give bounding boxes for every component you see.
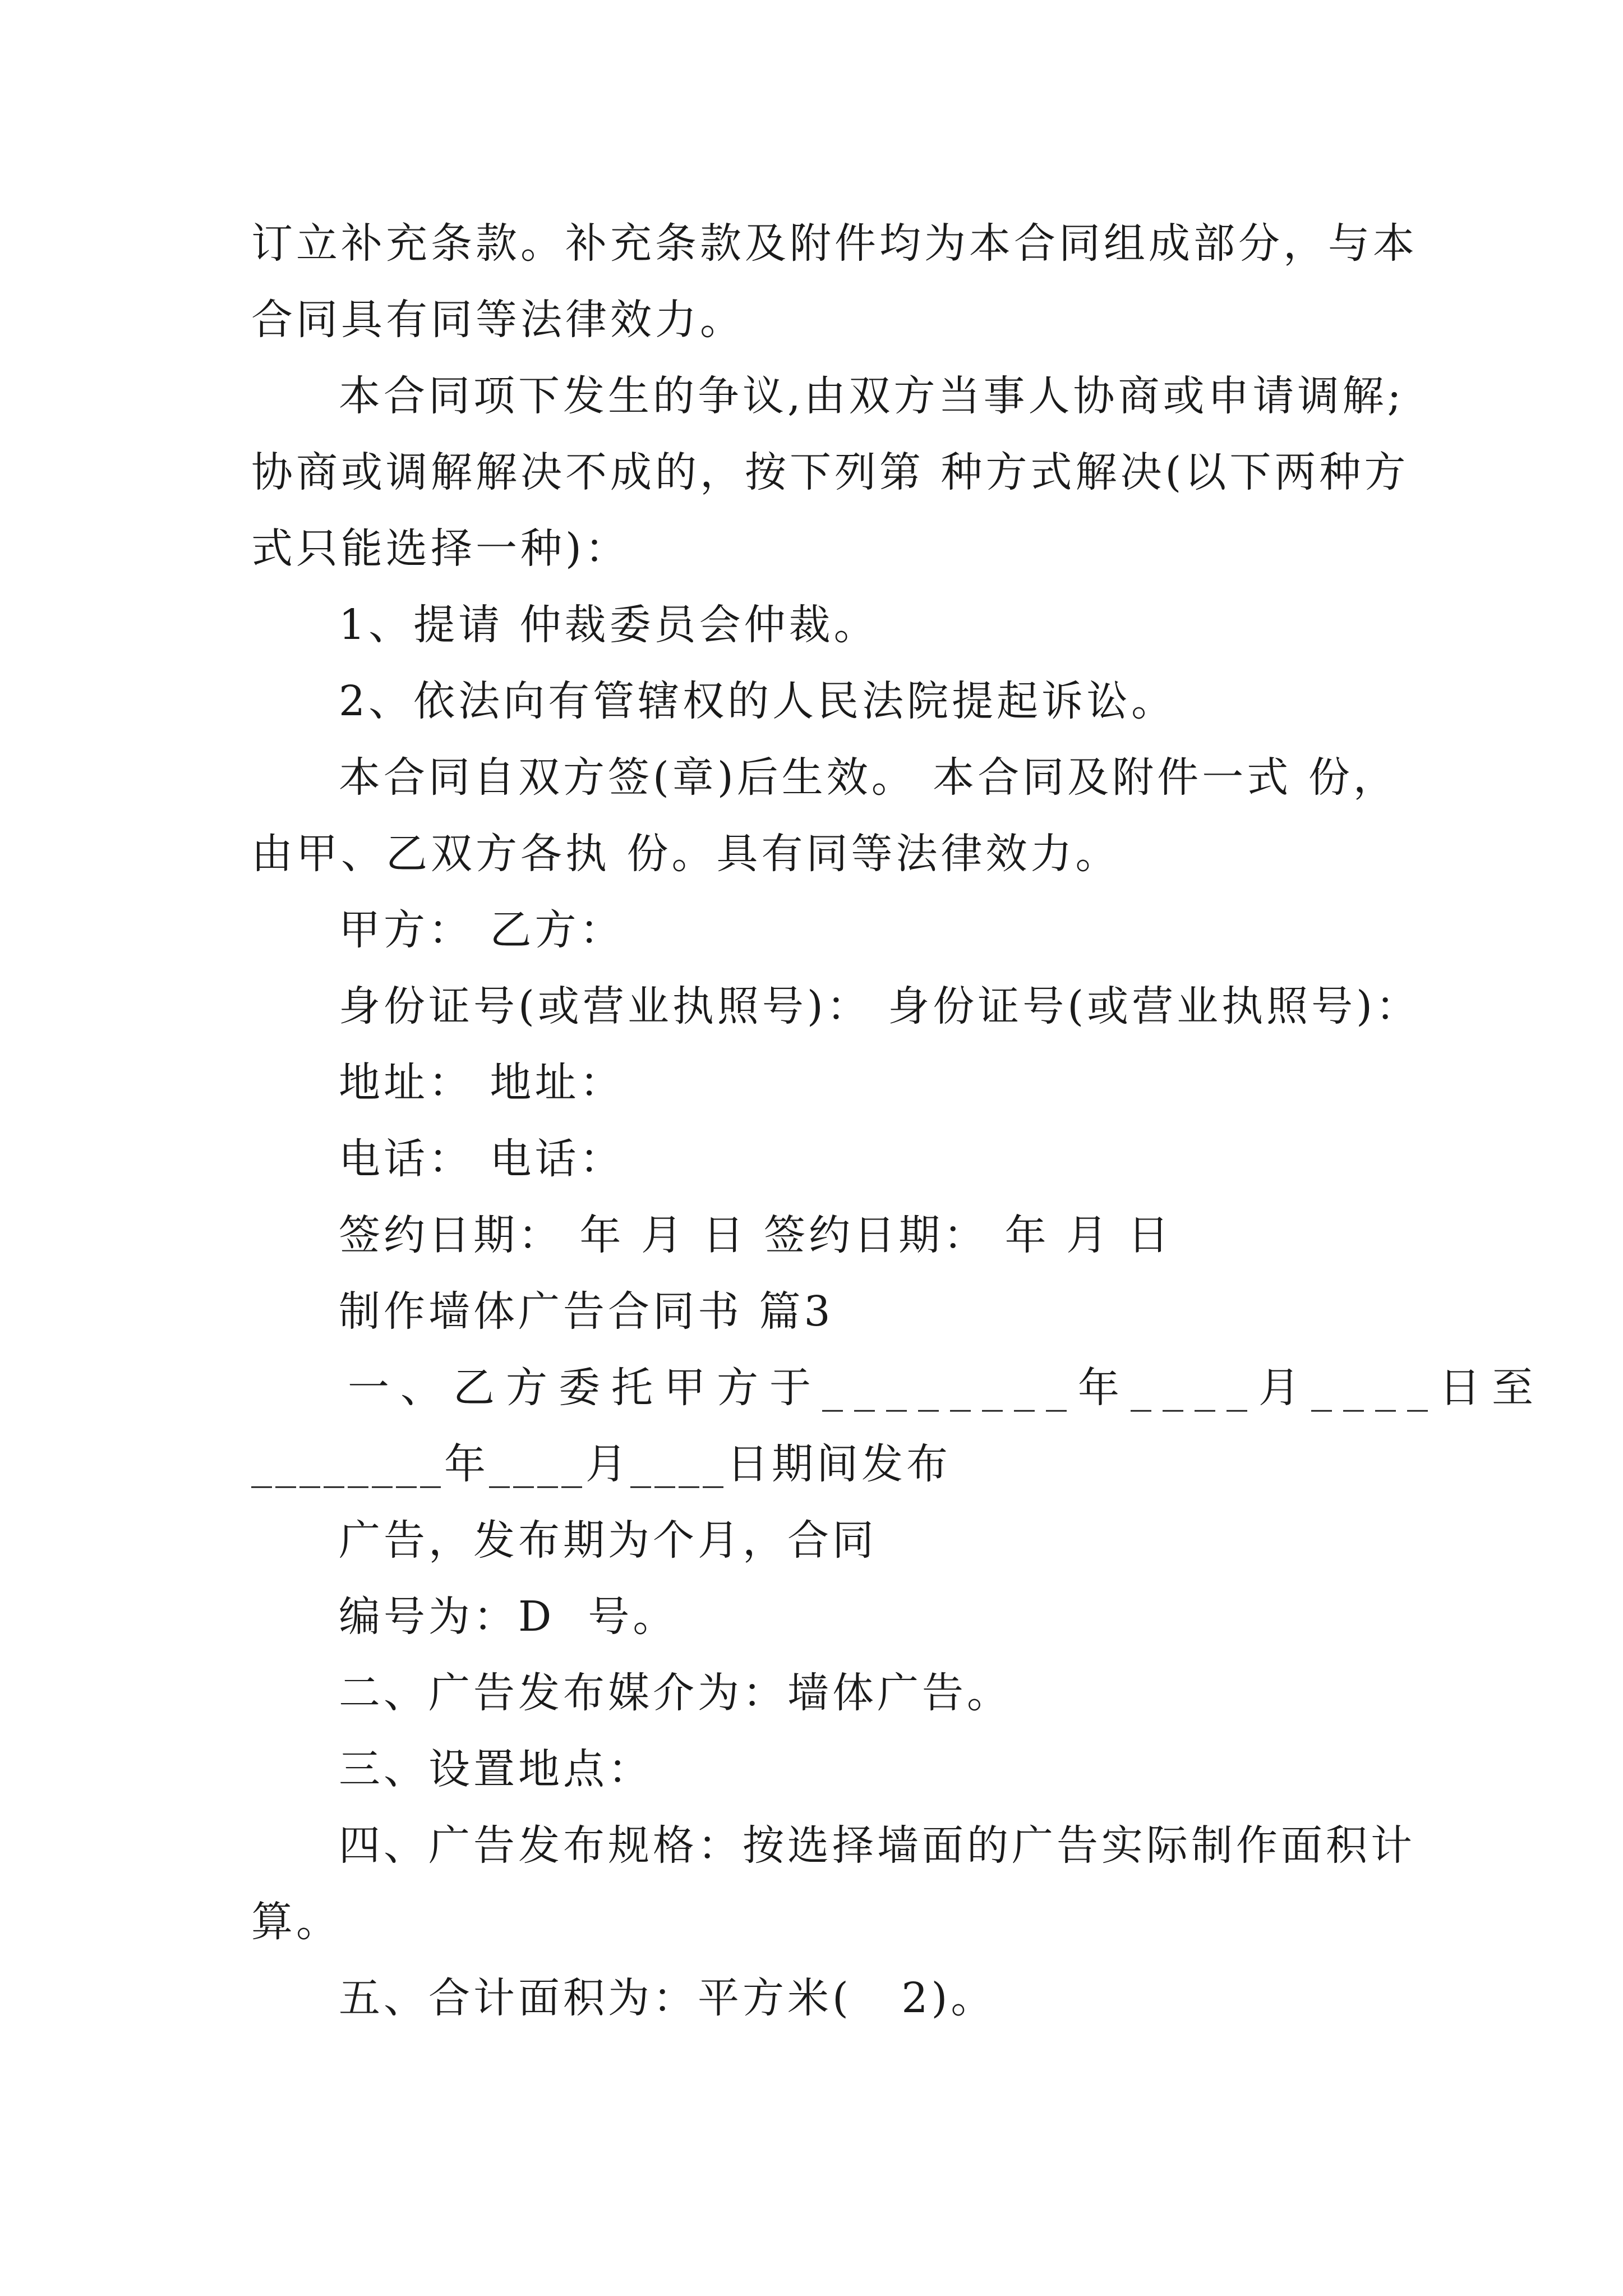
text-line: 甲方： 乙方： [339, 906, 625, 954]
text-line: 三、设置地点： [339, 1745, 653, 1793]
text-line: 本合同自双方签(章)后生效。 本合同及附件一式 份， [339, 753, 1398, 802]
text-line: 协商或调解解决不成的，按下列第 种方式解决(以下两种方 [251, 448, 1409, 496]
text-line: ________年____月____日期间发布 [251, 1440, 951, 1488]
text-line: 四、广告发布规格：按选择墙面的广告实际制作面积计 [339, 1821, 1415, 1870]
text-line: 五、合计面积为：平方米( 2)。 [339, 1974, 996, 2022]
text-line: 电话： 电话： [339, 1135, 625, 1183]
text-line: 编号为：D 号。 [339, 1593, 678, 1641]
text-line: 2、依法向有管辖权的人民法院提起诉讼。 [339, 677, 1177, 725]
text-line: 订立补充条款。补充条款及附件均为本合同组成部分，与本 [251, 219, 1418, 268]
text-line: 身份证号(或营业执照号)： 身份证号(或营业执照号)： [339, 982, 1421, 1030]
text-line: 本合同项下发生的争议,由双方当事人协商或申请调解; [339, 372, 1405, 420]
text-line: 算。 [251, 1898, 341, 1946]
text-line: 式只能选择一种)： [251, 524, 630, 573]
text-line: 合同具有同等法律效力。 [251, 296, 745, 344]
text-line: 签约日期： 年 月 日 签约日期： 年 月 日 [339, 1211, 1173, 1259]
text-line: 二、广告发布媒介为：墙体广告。 [339, 1669, 1012, 1717]
text-line: 1、提请 仲裁委员会仲裁。 [339, 601, 879, 649]
text-line: 地址： 地址： [339, 1059, 625, 1107]
text-line: 广告，发布期为个月，合同 [339, 1516, 877, 1565]
text-line: 由甲、乙双方各执 份。具有同等法律效力。 [251, 830, 1121, 878]
section-heading: 制作墙体广告合同书 篇3 [339, 1287, 834, 1336]
text-line: 一、乙方委托甲方于________年____月____日至 [348, 1364, 1544, 1412]
